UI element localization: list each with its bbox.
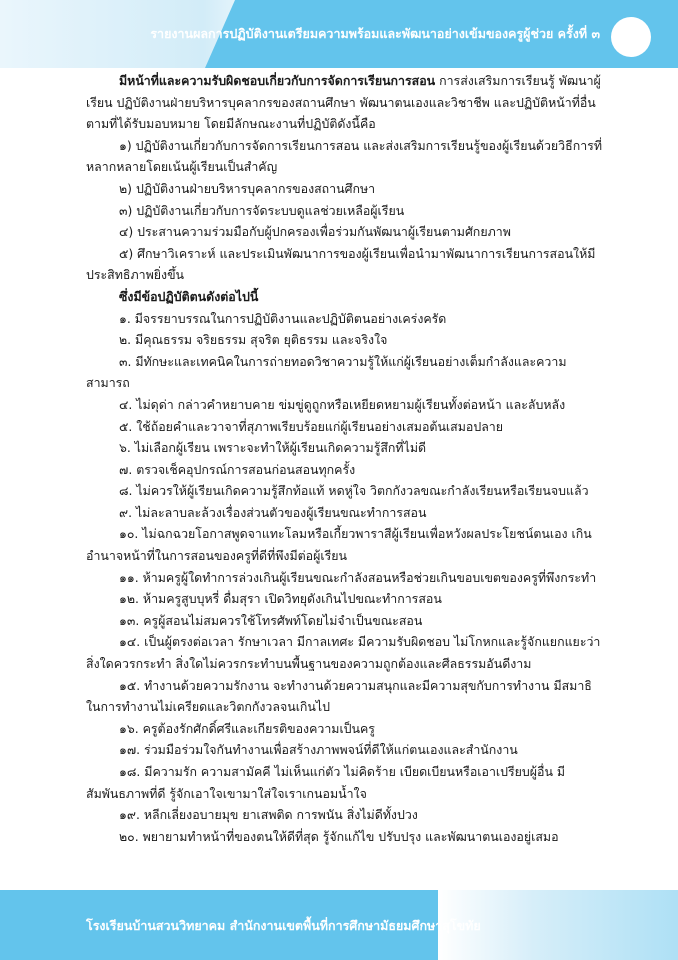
footer-school-name: โรงเรียนบ้านสวนวิทยาคม สำนักงานเขตพื้นที่การศึกษามัธยมศึกษาสุโขทัย xyxy=(86,918,481,933)
practice-item: ๑๐. ไม่ฉกฉวยโอกาสพูดจาแทะโลมหรือเกี้ยวพาราสีผู้เรียนเพื่อหวังผลประโยชน์ตนเอง เกินอำนาจหน้าที่ในการสอนของครูที่ดีที่พึงมีต่อผู้เรียน xyxy=(86,526,592,564)
practice-item: ๑๘. มีความรัก ความสามัคคี ไม่เห็นแก่ตัว ไม่คิดร้าย เบียดเบียนหรือเอาเปรียบผู้อื่น มีสัมพันธภาพที่ดี รู้จักเอาใจเขามาใส่ใจเราเกนอมน้ำใจ xyxy=(86,764,566,801)
duty-item: ๕) ศึกษาวิเคราะห์ และประเมินพัฒนาการของผู้เรียนเพื่อนำมาพัฒนาการเรียนการสอนให้มีประสิทธิภาพยิ่งขึ้น xyxy=(86,245,596,283)
header-title: รายงานผลการปฏิบัติงานเตรียมความพร้อมและพัฒนาอย่างเข้มของครูผู้ช่วย ครั้งที่ ๓ xyxy=(150,26,600,41)
practice-item: ๒๐. พยายามทำหน้าที่ของตนให้ดีที่สุด รู้จักแก้ไข ปรับปรุง และพัฒนาตนเองอยู่เสมอ xyxy=(119,828,559,844)
duty-item: ๒) ปฏิบัติงานฝ่ายบริหารบุคลากรของสถานศึกษา xyxy=(119,180,376,196)
practice-item: ๑๔. เป็นผู้ตรงต่อเวลา รักษาเวลา มีกาลเทศะ มีความรับผิดชอบ ไม่โกหกและรู้จักแยกแยะว่า สิ่งใดควรกระทำ สิ่งใดไม่ควรกระทำบนพื้นฐานของความถูกต้องและศีลธรรมอันดีงาม xyxy=(86,634,601,672)
practice-item: ๑๕. ทำงานด้วยความรักงาน จะทำงานด้วยความสนุกและมีความสุขกับการทำงาน มีสมาธิในการทำงานไม่เครียดและวิตกกังวลจนเกินไป xyxy=(86,677,592,715)
practice-item: ๕. ใช้ถ้อยคำและวาจาที่สุภาพเรียบร้อยแก่ผู้เรียนอย่างเสมอต้นเสมอปลาย xyxy=(119,418,504,434)
practice-item: ๑๑. ห้ามครูผู้ใดทำการล่วงเกินผู้เรียนขณะกำลังสอนหรือช่วยเกินขอบเขตของครูที่พึงกระทำ xyxy=(119,569,597,585)
duty-item: ๑) ปฏิบัติงานเกี่ยวกับการจัดการเรียนการสอน และส่งเสริมการเรียนรู้ของผู้เรียนด้วยวิธีการที่หลากหลายโดยเน้นผู้เรียนเป็นสำคัญ xyxy=(86,137,602,175)
practice-item: ๔. ไม่ดุด่า กล่าวคำหยาบคาย ข่มขู่ดูถูกหรือเหยียดหยามผู้เรียนทั้งต่อหน้า และลับหลัง xyxy=(119,396,566,412)
intro-heading: มีหน้าที่และความรับผิดชอบเกี่ยวกับการจัดการเรียนการสอน xyxy=(119,73,436,88)
practice-item: ๒. มีคุณธรรม จริยธรรม สุจริต ยุติธรรม และจริงใจ xyxy=(119,332,388,348)
page-footer xyxy=(0,890,678,960)
duty-item: ๓) ปฏิบัติงานเกี่ยวกับการจัดระบบดูแลช่วยเหลือผู้เรียน xyxy=(119,202,405,218)
practice-item: ๑๒. ห้ามครูสูบบุหรี่ ดื่มสุรา เปิดวิทยุดังเกินไปขณะทำการสอน xyxy=(119,591,442,607)
practice-item: ๓. มีทักษะและเทคนิคในการถ่ายทอดวิชาความรู้ให้แก่ผู้เรียนอย่างเต็มกำลังและความสามารถ xyxy=(86,353,567,391)
practice-item: ๑๓. ครูผู้สอนไม่สมควรใช้โทรศัพท์โดยไม่จำเป็นขณะสอน xyxy=(119,612,423,628)
practice-item: ๑๗. ร่วมมือร่วมใจกันทำงานเพื่อสร้างภาพพจน์ที่ดีให้แก่ตนเองและสำนักงาน xyxy=(119,742,518,758)
practice-item: ๑๙. หลีกเลี่ยงอบายมุข ยาเสพติด การพนัน สิ่งไม่ดีทั้งปวง xyxy=(119,807,418,823)
practice-item: ๘. ไม่ควรให้ผู้เรียนเกิดความรู้สึกท้อแท้ หดหู่ใจ วิตกกังวลขณะกำลังเรียนหรือเรียนจบแล้ว xyxy=(119,483,589,499)
duty-item: ๔) ประสานความร่วมมือกับผู้ปกครองเพื่อร่วมกันพัฒนาผู้เรียนตามศักยภาพ xyxy=(119,224,511,240)
page-header xyxy=(0,0,678,68)
document-body xyxy=(86,70,604,847)
page-number-circle xyxy=(611,17,651,57)
intro-paragraph xyxy=(86,70,604,135)
practice-item: ๑๖. ครูต้องรักศักดิ์ศรีและเกียรติของความเป็นครู xyxy=(119,720,375,736)
practices-heading: ซึ่งมีข้อปฏิบัติตนดังต่อไปนี้ xyxy=(119,288,259,304)
practice-item: ๖. ไม่เลือกผู้เรียน เพราะจะทำให้ผู้เรียนเกิดความรู้สึกที่ไม่ดี xyxy=(119,440,427,456)
practice-item: ๙. ไม่ละลาบละล้วงเรื่องส่วนตัวของผู้เรียนขณะทำการสอน xyxy=(119,504,427,520)
intro-text: การส่งเสริมการเรียนรู้ พัฒนาผู้เรียน ปฏิบัติงานฝ่ายบริหารบุคลากรของสถานศึกษา พัฒนาตนเองและวิชาชีพ และปฏิบัติหน้าที่อื่นตามที่ได้รับมอบหมาย โดยมีลักษณะงานที่ปฏิบัติดังนี้คือ xyxy=(86,73,601,132)
practice-item: ๑. มีจรรยาบรรณในการปฏิบัติงานและปฏิบัติตนอย่างเคร่งครัด xyxy=(119,310,447,326)
practice-item: ๗. ตรวจเช็คอุปกรณ์การสอนก่อนสอนทุกครั้ง xyxy=(119,461,356,477)
